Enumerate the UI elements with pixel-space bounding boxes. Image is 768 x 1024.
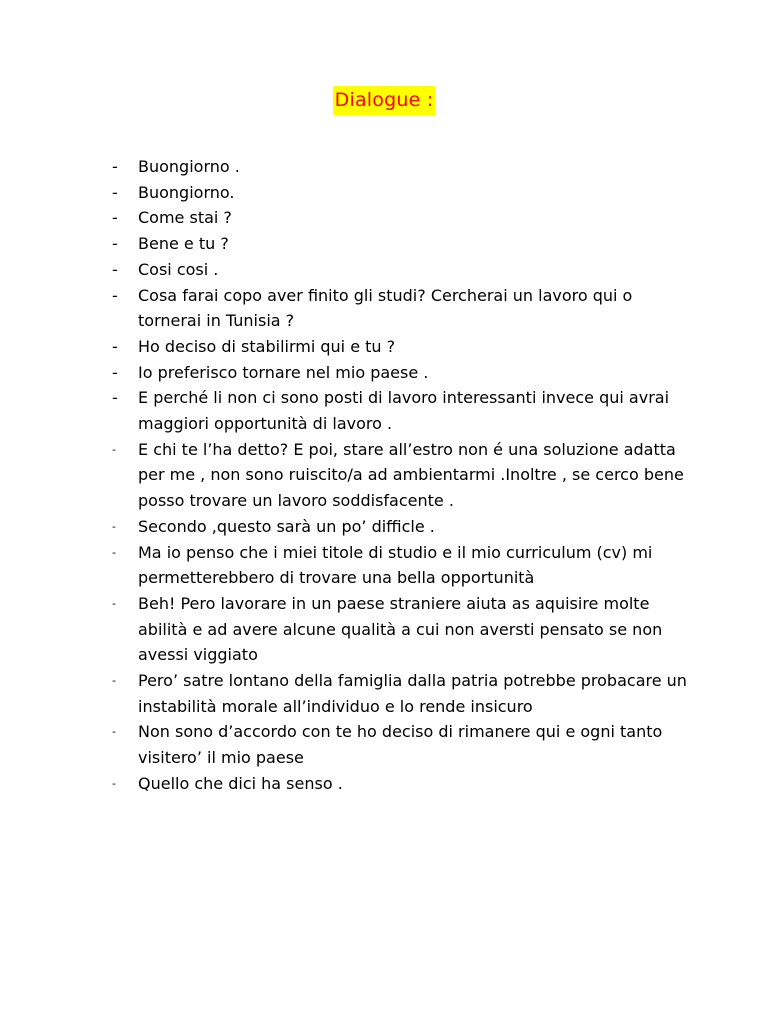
dash-bullet: -: [112, 208, 118, 228]
dialogue-text: Beh! Pero lavorare in un paese straniere aiuta as aquisire molte abilità e ad avere alcune qualità a cui non aversti pensato se non avessi viggiato: [138, 593, 663, 665]
dialogue-line: [112, 385, 692, 436]
dialogue-line: [112, 231, 692, 257]
dialogue-text: Io preferisco tornare nel mio paese .: [138, 362, 429, 382]
dialogue-line: [112, 437, 692, 514]
dialogue-text: Pero’ satre lontano della famiglia dalla patria potrebbe probacare un instabilità morale all’individuo e lo rende insicuro: [138, 671, 687, 716]
dash-bullet: -: [112, 259, 118, 279]
dash-bullet: -: [112, 182, 118, 202]
document-title: Dialogue :: [333, 86, 436, 115]
title-container: [0, 86, 768, 115]
dash-bullet: -: [112, 157, 118, 176]
dialogue-line: [112, 514, 692, 540]
dash-bullet: -: [112, 545, 116, 559]
dialogue-line: [112, 668, 692, 719]
dialogue-text: Cosi cosi .: [138, 259, 219, 279]
dialogue-text: Non sono d’accordo con te ho deciso di rimanere qui e ogni tanto visitero’ il mio paese: [138, 722, 663, 768]
dash-bullet: -: [112, 362, 118, 382]
dialogue-text: Secondo ,questo sarà un po’ difficle .: [138, 516, 435, 536]
dialogue-line: [112, 360, 692, 386]
dash-bullet: -: [112, 519, 116, 533]
dialogue-text: E chi te l’ha detto? E poi, stare all’estro non é una soluzione adatta per me , non sono ruiscito/a ad ambientarmi .Inoltre , se cerco bene posso trovare un lavoro soddisfacente .: [138, 439, 684, 511]
dialogue-text: Ma io penso che i miei titole di studio e il mio curriculum (cv) mi permetterebbero di trovare una bella opportunità: [138, 542, 653, 588]
dialogue-text: Buongiorno .: [138, 157, 240, 176]
dialogue-line: [112, 180, 692, 206]
dash-bullet: -: [112, 285, 118, 305]
dialogue-list: [112, 154, 692, 797]
dialogue-text: Ho deciso di stabilirmi qui e tu ?: [138, 336, 396, 356]
dash-bullet: -: [112, 388, 118, 408]
dialogue-line: [112, 771, 692, 797]
dialogue-line: [112, 205, 692, 231]
dialogue-text: E perché li non ci sono posti di lavoro interessanti invece qui avrai maggiori opportunità di lavoro .: [138, 388, 670, 434]
dialogue-text: Quello che dici ha senso .: [138, 773, 343, 793]
dialogue-text: Bene e tu ?: [138, 234, 229, 254]
dash-bullet: -: [112, 776, 116, 790]
dialogue-text: Buongiorno.: [138, 182, 235, 202]
dialogue-text: Come stai ?: [138, 208, 232, 228]
dialogue-line: [112, 540, 692, 591]
dialogue-line: [112, 334, 692, 360]
dash-bullet: -: [112, 442, 116, 456]
dialogue-line: [112, 257, 692, 283]
dash-bullet: -: [112, 725, 116, 739]
dialogue-text: Cosa farai copo aver finito gli studi? Cercherai un lavoro qui o tornerai in Tunisia ?: [138, 285, 633, 331]
dialogue-line: [112, 154, 692, 180]
dialogue-line: [112, 591, 692, 668]
dash-bullet: -: [112, 336, 118, 356]
dash-bullet: -: [112, 674, 116, 688]
dash-bullet: -: [112, 596, 116, 610]
dialogue-line: [112, 719, 692, 770]
dialogue-line: [112, 283, 692, 334]
dash-bullet: -: [112, 234, 118, 254]
